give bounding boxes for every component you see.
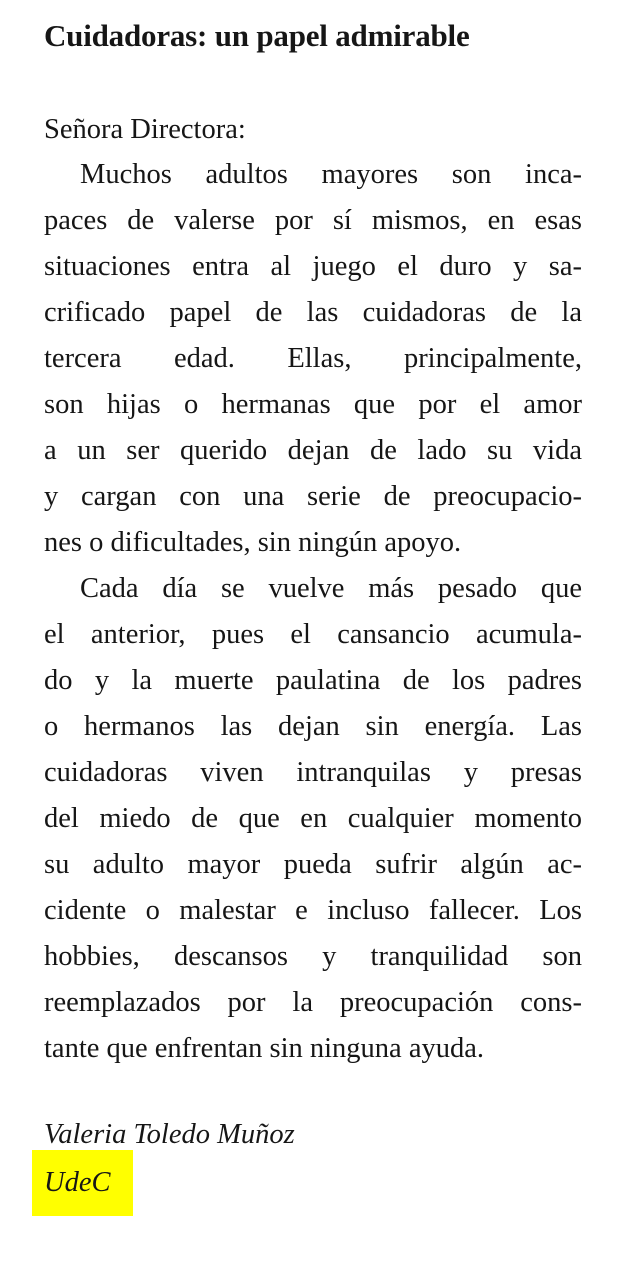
text-line: tercera edad. Ellas, principalmente, <box>44 343 582 374</box>
text-line: situaciones entra al juego el duro y sa- <box>44 251 582 282</box>
text-line: y cargan con una serie de preocupacio- <box>44 481 582 512</box>
text-line: Cada día se vuelve más pesado que <box>80 573 582 604</box>
text-line: su adulto mayor pueda sufrir algún ac- <box>44 849 582 880</box>
text-line: o hermanos las dejan sin energía. Las <box>44 711 582 742</box>
author-signature: Valeria Toledo Muñoz <box>44 1119 295 1150</box>
body-paragraph-1 <box>44 152 582 566</box>
text-line: cuidadoras viven intranquilas y presas <box>44 757 582 788</box>
text-line: cidente o malestar e incluso fallecer. Los <box>44 895 582 926</box>
text-line: Muchos adultos mayores son inca- <box>80 159 582 190</box>
author-affiliation: UdeC <box>44 1167 111 1198</box>
body-paragraph-2 <box>44 566 582 1072</box>
salutation: Señora Directora: <box>44 114 246 145</box>
text-line: paces de valerse por sí mismos, en esas <box>44 205 582 236</box>
text-line: crificado papel de las cuidadoras de la <box>44 297 582 328</box>
headline: Cuidadoras: un papel admirable <box>44 18 470 53</box>
text-line: son hijas o hermanas que por el amor <box>44 389 582 420</box>
text-line: hobbies, descansos y tranquilidad son <box>44 941 582 972</box>
text-line: do y la muerte paulatina de los padres <box>44 665 582 696</box>
text-line: tante que enfrentan sin ninguna ayuda. <box>44 1033 485 1064</box>
text-line: del miedo de que en cualquier momento <box>44 803 582 834</box>
text-line: a un ser querido dejan de lado su vida <box>44 435 582 466</box>
text-line: el anterior, pues el cansancio acumula- <box>44 619 582 650</box>
text-line: nes o dificultades, sin ningún apoyo. <box>44 527 462 558</box>
text-line: reemplazados por la preocupación cons- <box>44 987 582 1018</box>
